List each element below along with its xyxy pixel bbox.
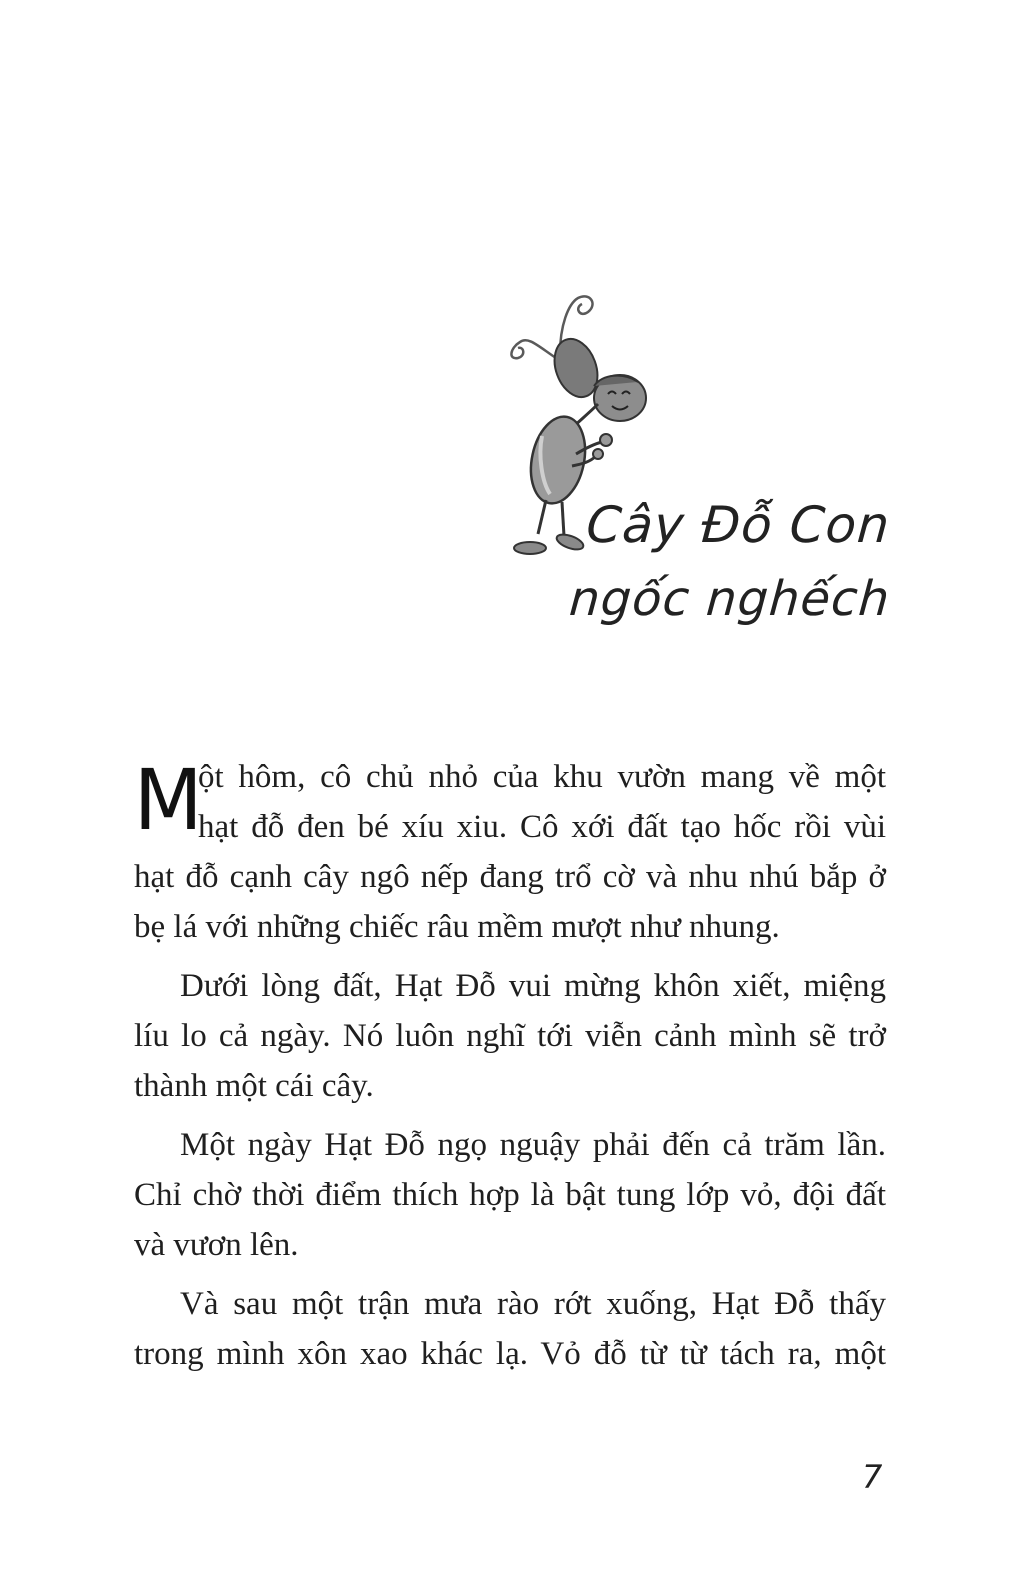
chapter-title bbox=[560, 490, 893, 638]
paragraph-3-line-3: và vươn lên. bbox=[134, 1227, 299, 1263]
paragraph-4 bbox=[134, 1279, 886, 1379]
paragraph-1 bbox=[134, 752, 886, 952]
paragraph-4-line-1: Và sau một trận mưa rào rớt xuống, Hạt Đỗ thấy bbox=[180, 1286, 886, 1322]
paragraph-2 bbox=[134, 961, 886, 1111]
paragraph-3-line-2: Chỉ chờ thời điểm thích hợp là bật tung lớp vỏ, đội đất bbox=[134, 1177, 886, 1213]
paragraph-2-line-2: líu lo cả ngày. Nó luôn nghĩ tới viễn cảnh mình sẽ trở bbox=[134, 1018, 886, 1054]
paragraph-1-line-1: ột hôm, cô chủ nhỏ của khu vườn mang về một bbox=[198, 759, 886, 795]
paragraph-2-line-1: Dưới lòng đất, Hạt Đỗ vui mừng khôn xiết, miệng bbox=[180, 968, 886, 1004]
paragraph-1-line-4: bẹ lá với những chiếc râu mềm mượt như nhung. bbox=[134, 909, 780, 945]
paragraph-3-line-1: Một ngày Hạt Đỗ ngọ nguậy phải đến cả trăm lần. bbox=[180, 1127, 886, 1163]
paragraph-1-line-2: hạt đỗ đen bé xíu xiu. Cô xới đất tạo hốc rồi vùi bbox=[198, 809, 886, 845]
drop-cap: M bbox=[133, 751, 203, 849]
paragraph-2-line-3: thành một cái cây. bbox=[134, 1068, 374, 1104]
paragraph-3 bbox=[134, 1120, 886, 1270]
chapter-title-line-1: Cây Đỗ Con bbox=[584, 496, 893, 554]
chapter-title-line-2: ngốc nghếch bbox=[567, 571, 892, 627]
story-text bbox=[134, 752, 886, 1388]
page-number: 7 bbox=[862, 1458, 883, 1496]
paragraph-1-line-3: hạt đỗ cạnh cây ngô nếp đang trổ cờ và nhu nhú bắp ở bbox=[134, 859, 886, 895]
paragraph-4-line-2: trong mình xôn xao khác lạ. Vỏ đỗ từ từ tách ra, một bbox=[134, 1336, 886, 1372]
